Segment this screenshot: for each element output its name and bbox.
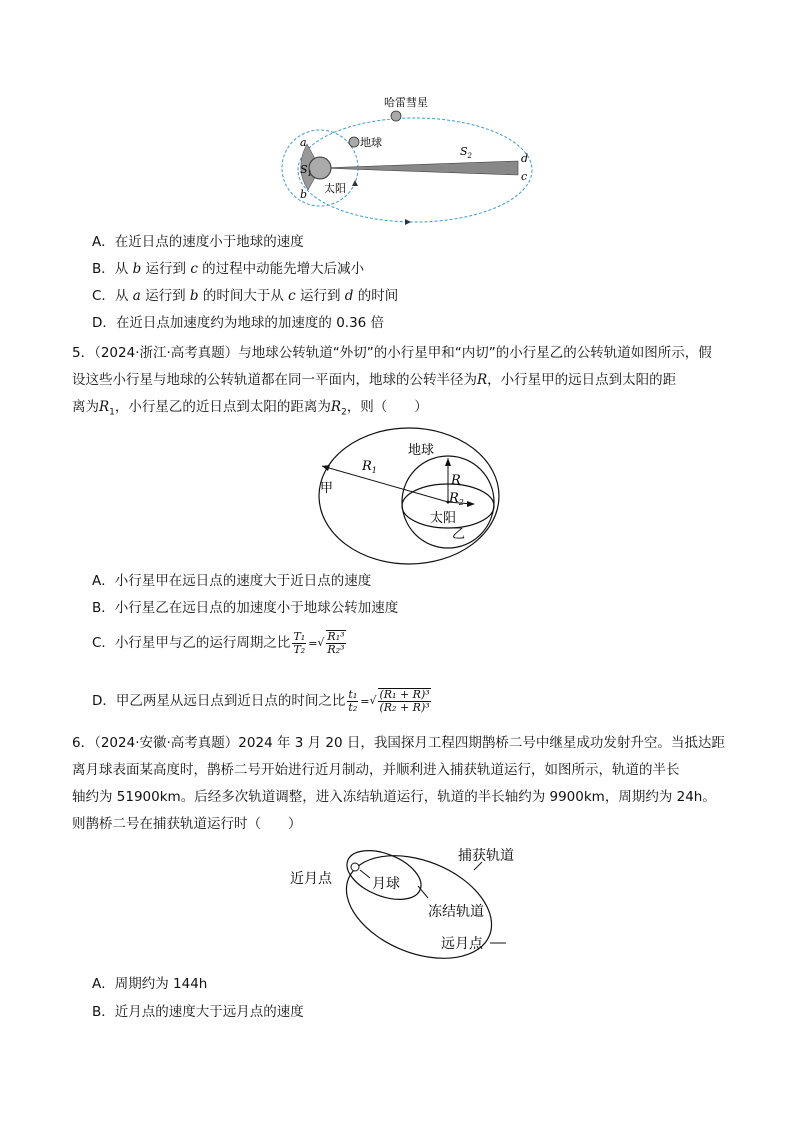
- sun: [309, 157, 331, 179]
- orbit-arrow-1: [352, 180, 358, 186]
- q4-option-a[interactable]: A．在近日点的速度小于地球的速度: [92, 234, 304, 250]
- point-b: b: [300, 188, 308, 201]
- capture-orbit-label: 捕获轨道: [458, 848, 514, 864]
- point-c: c: [521, 170, 528, 183]
- r1-label: $R_1$: [362, 459, 377, 475]
- apolune-label: 远月点: [441, 936, 483, 952]
- q5-option-d[interactable]: D．甲乙两星从远日点到近日点的时间之比 $\frac{\text{t₁}}{\text{t₂}}$ =√ $\frac{\text{(R₁ + R)³}}{\text{(R₂ + R)³}}$: [92, 687, 430, 714]
- halley-label: 哈雷彗星: [384, 96, 428, 109]
- asteroid-orbits-figure: [312, 422, 506, 570]
- point-d: d: [521, 152, 529, 165]
- s1-label: $S_1$: [300, 163, 313, 178]
- earth-label: 地球: [360, 136, 382, 149]
- earth: [349, 137, 359, 147]
- halley-comet-figure: [280, 88, 550, 228]
- earth-label: 地球: [408, 443, 435, 458]
- area-s2: [320, 161, 518, 175]
- sqrt-sign: √: [369, 694, 377, 707]
- q6-question: 6．（2024·安徽·高考真题）2024 年 3 月 20 日，我国探月工程四期鹊桥二号中继星成功发射升空。当抵达距 离月球表面某高度时，鹊桥二号开始进行近月制动，并顺利进入捕获轨道运行，如图所示，轨道的半长 轴约为 51900km。后经多次轨道调整，进入冻结轨道运行，轨道的半长轴约为 9900km，周期约为 24h。 则鹊桥二号在捕获轨道运行时（ ）: [72, 735, 725, 832]
- perilune-label: 近月点: [290, 871, 332, 887]
- sun-label: 太阳: [324, 182, 346, 195]
- r1-line: [322, 466, 448, 502]
- q4-option-c[interactable]: C．从 a 运行到 b 的时间大于从 c 运行到 d 的时间: [92, 288, 399, 304]
- q5-option-b[interactable]: B．小行星乙在远日点的加速度小于地球公转加速度: [92, 600, 399, 616]
- q5-question: 5．（2024·浙江·高考真题）与地球公转轨道“外切”的小行星甲和“内切”的小行星乙的公转轨道如图所示，假 设这些小行星与地球的公转轨道都在同一平面内，地球的公转半径为R，小行星甲的远日点到太阳的距 离为$R_1$，小行星乙的近日点到太阳的距离为$R_2$，则（ ）: [72, 345, 712, 418]
- q6-option-b[interactable]: B．近月点的速度大于远月点的速度: [92, 1004, 304, 1020]
- q6-number: 6．: [72, 735, 95, 751]
- period-ratio-fraction: $\frac{\text{T₁}}{\text{T₂}}$: [293, 629, 306, 656]
- moon: [351, 863, 359, 871]
- moon-label: 月球: [372, 876, 400, 892]
- yi-label: 乙: [452, 527, 466, 542]
- sqrt-sign: √: [317, 636, 325, 649]
- q5-source: （2024·浙江·高考真题）: [94, 345, 239, 361]
- q5-option-c[interactable]: C．小行星甲与乙的运行周期之比 $\frac{\text{T₁}}{\text{T₂}}$ =√ $\frac{\text{R₁³}}{\text{R₂³}}$: [92, 629, 345, 656]
- frozen-orbit-label: 冻结轨道: [428, 904, 484, 920]
- q6-source: （2024·安徽·高考真题）: [94, 735, 239, 751]
- jia-label: 甲: [320, 481, 334, 496]
- s2-label: $S_2$: [460, 145, 473, 160]
- r-label: R: [451, 473, 461, 488]
- q5-option-a[interactable]: A．小行星甲在远日点的速度大于近日点的速度: [92, 573, 372, 589]
- radius-ratio-fraction: $\frac{\text{R₁³}}{\text{R₂³}}$: [327, 630, 345, 656]
- halley-comet: [391, 111, 401, 121]
- q4-option-d[interactable]: D．在近日点加速度约为地球的加速度的 0.36 倍: [92, 315, 385, 331]
- sum-ratio-fraction: $\frac{\text{(R₁ + R)³}}{\text{(R₂ + R)³}}$: [379, 688, 430, 714]
- sun-label: 太阳: [430, 511, 457, 526]
- point-a: a: [300, 136, 307, 149]
- time-ratio-fraction: $\frac{\text{t₁}}{\text{t₂}}$: [348, 687, 358, 714]
- r2-label: $R_2$: [449, 491, 464, 507]
- lunar-orbits-figure: [286, 844, 526, 964]
- q6-option-a[interactable]: A．周期约为 144h: [92, 976, 208, 992]
- q5-number: 5．: [72, 345, 95, 361]
- q4-option-b[interactable]: B．从 b 运行到 c 的过程中动能先增大后减小: [92, 261, 365, 277]
- orbit-arrow-2: [405, 219, 411, 225]
